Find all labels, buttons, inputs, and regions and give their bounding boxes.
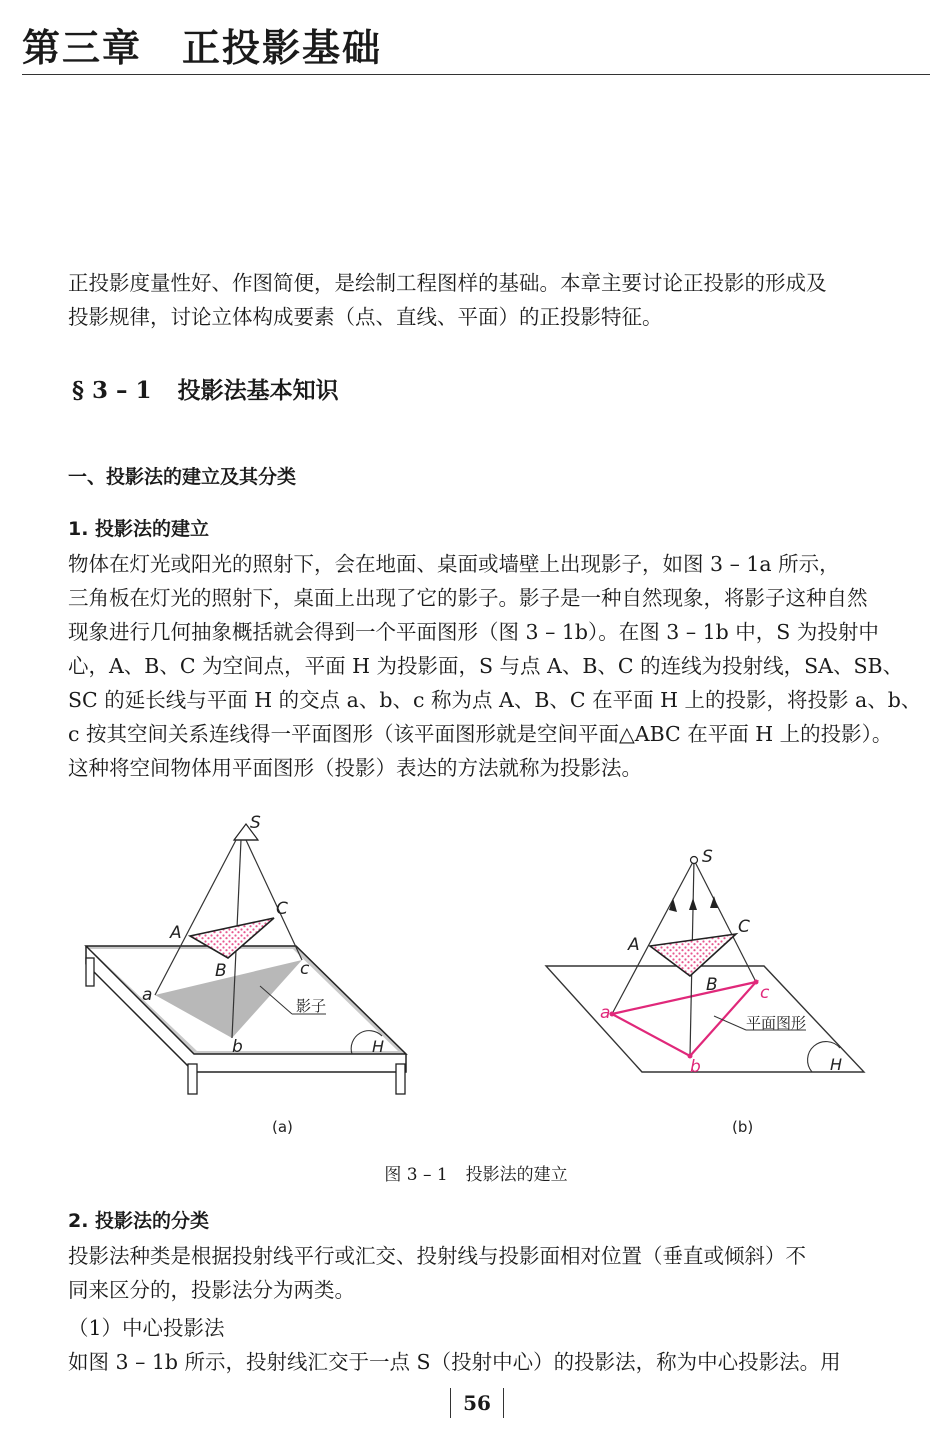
para-line: SC 的延长线与平面 H 的交点 a、b、c 称为点 A、B、C 在平面 H 上的投影，将投影 a、b、 (68, 688, 922, 712)
table-leg (86, 958, 94, 986)
label-b: b (232, 1037, 243, 1057)
intro-line: 投影规律，讨论立体构成要素（点、直线、平面）的正投影特征。 (68, 305, 663, 329)
figure-caption (0, 1160, 952, 1185)
label-shadow: 影子 (296, 997, 327, 1015)
label-C: C (738, 917, 750, 937)
para-line: 三角板在灯光的照射下，桌面上出现了它的影子。影子是一种自然现象，将影子这种自然 (68, 586, 868, 610)
item-2-heading: 2. 投影法的分类 (68, 1210, 210, 1232)
figure-b (546, 847, 864, 1136)
para-line: 现象进行几何抽象概括就会得到一个平面图形（图 3 – 1b）。在图 3 – 1b 中，S 为投射中 (68, 620, 879, 644)
caption-title: 投影法的建立 (465, 1165, 568, 1185)
table-leg (188, 1064, 197, 1094)
subheading-establishment-classification: 一、投影法的建立及其分类 (68, 466, 297, 488)
caption-number: 图 3 – 1 (384, 1165, 448, 1185)
paragraph-classification (22, 1239, 930, 1307)
label-A: A (628, 935, 640, 955)
arrow (689, 898, 697, 910)
label-s: S (250, 813, 261, 833)
label-a: a (600, 1003, 611, 1023)
para-line: c 按其空间关系连线得一平面图形（该平面图形就是空间平面△ABC 在平面 H 上的投影）。 (68, 722, 893, 746)
label-H: H (372, 1037, 385, 1056)
label-C: C (276, 899, 288, 919)
ray-sc (246, 840, 302, 960)
para-line: 投影法种类是根据投射线平行或汇交、投射线与投影面相对位置（垂直或倾斜）不 (68, 1244, 806, 1268)
figure-a (86, 813, 406, 1136)
para-line: 同来区分的，投影法分为两类。 (68, 1278, 355, 1302)
figure-3-1 (60, 808, 900, 1148)
paragraph-establishment (22, 547, 930, 785)
label-s: S (702, 847, 713, 867)
arrow (710, 896, 718, 908)
label-H: H (830, 1055, 843, 1074)
sublabel-a: (a) (272, 1118, 293, 1136)
chapter-name: 正投影基础 (182, 26, 383, 70)
item-1-heading: 1. 投影法的建立 (68, 518, 210, 540)
section-title: 投影法基本知识 (177, 377, 339, 404)
plane-h (546, 966, 864, 1072)
chapter-rule (22, 74, 930, 75)
table-leg (396, 1064, 405, 1094)
chapter-title (22, 24, 382, 72)
page-number: 56 (450, 1388, 504, 1418)
subclass-central-projection: （1）中心投影法 (68, 1316, 225, 1340)
intro-paragraph (22, 266, 930, 334)
label-c: c (300, 959, 310, 979)
label-B: B (215, 961, 227, 981)
label-B: B (706, 975, 718, 995)
para-line: 心，A、B、C 为空间点，平面 H 为投影面，S 与点 A、B、C 的连线为投射线，SA、SB、 (68, 654, 904, 678)
label-plane-figure: 平面图形 (746, 1014, 807, 1032)
section-number: § 3 – 1 (72, 377, 152, 404)
label-c: c (760, 983, 770, 1003)
para-line: 如图 3 – 1b 所示，投射线汇交于一点 S（投射中心）的投影法，称为中心投影法。用 (68, 1350, 841, 1374)
label-b: b (690, 1057, 701, 1077)
section-heading (72, 372, 339, 405)
intro-line: 正投影度量性好、作图简便，是绘制工程图样的基础。本章主要讨论正投影的形成及 (68, 271, 827, 295)
chapter-number: 第三章 (22, 26, 143, 70)
label-a: a (142, 985, 153, 1005)
paragraph-central-projection (22, 1345, 930, 1379)
para-line: 这种将空间物体用平面图形（投影）表达的方法就称为投影法。 (68, 756, 642, 780)
point-s (691, 857, 698, 864)
para-line: 物体在灯光或阳光的照射下，会在地面、桌面或墙壁上出现影子，如图 3 – 1a 所示， (68, 552, 840, 576)
label-A: A (170, 923, 182, 943)
sublabel-b: (b) (732, 1118, 754, 1136)
